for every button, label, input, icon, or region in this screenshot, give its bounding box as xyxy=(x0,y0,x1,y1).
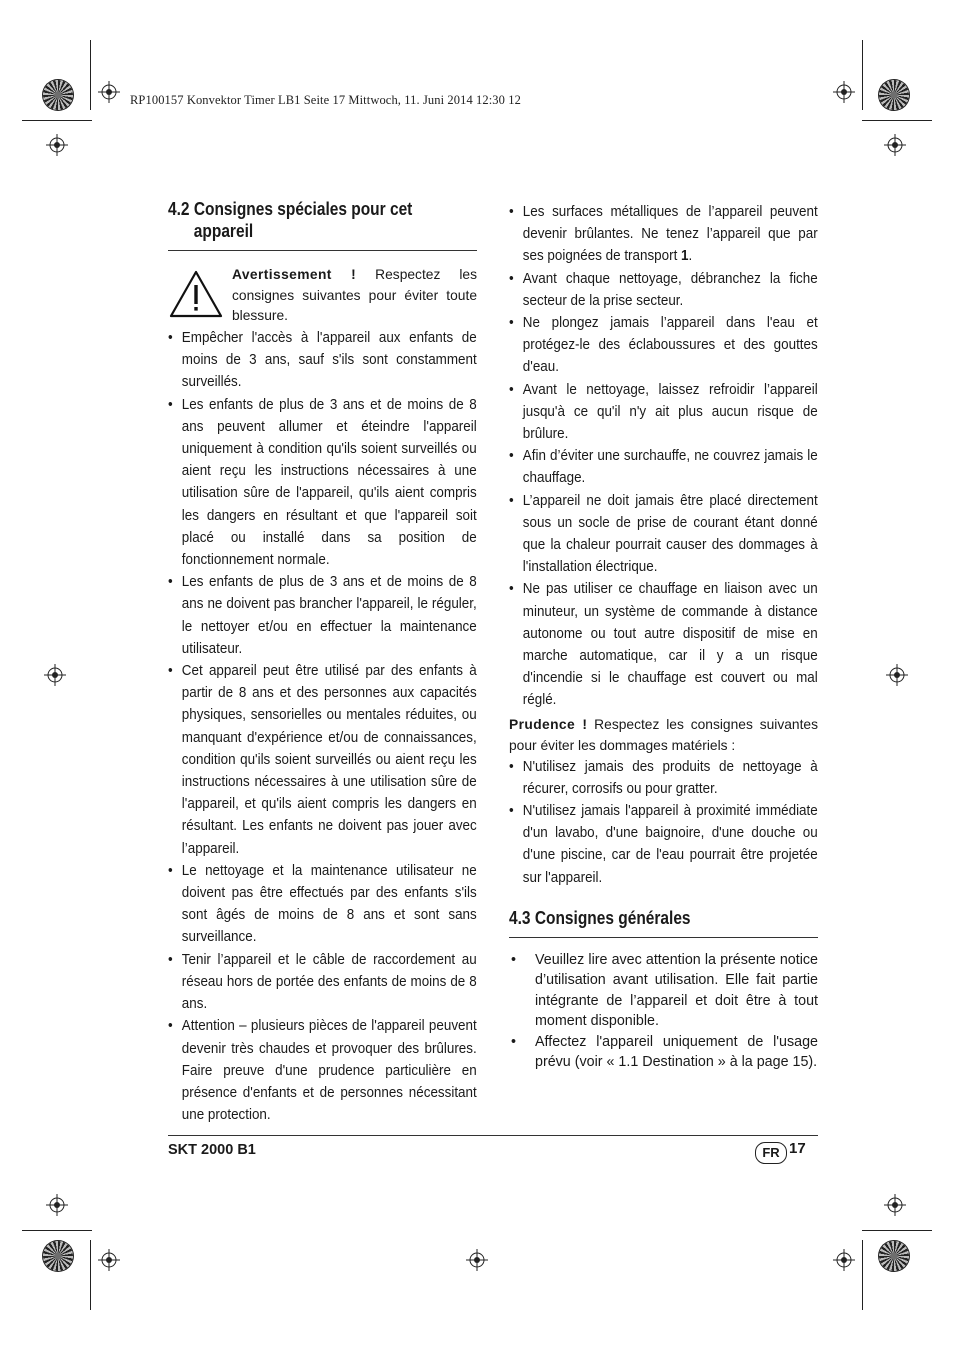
list-item: • Affectez l'appareil uniquement de l'usage prévu (voir « 1.1 Destination » à la page 15). xyxy=(509,1032,818,1073)
registration-mark-icon xyxy=(98,1249,120,1271)
print-header: RP100157 Konvektor Timer LB1 Seite 17 Mittwoch, 11. Juni 2014 12:30 12 xyxy=(130,93,521,107)
list-item: • Veuillez lire avec attention la présente notice d’utilisation avant utilisation. Elle fait partie intégrante de l’appareil et doit être à tout moment disponible. xyxy=(509,950,818,1032)
color-wheel-icon xyxy=(43,1241,73,1271)
right-column xyxy=(509,201,818,1073)
list-item: • Les surfaces métalliques de l’appareil peuvent devenir brûlantes. Ne tenez l’appareil que par ses poignées de transport 1. xyxy=(509,201,818,268)
section-heading-general: 4.3 Consignes générales xyxy=(509,907,691,928)
section-heading: 4.2 Consignes spéciales pour cet appareil xyxy=(168,199,413,241)
language-badge: FR xyxy=(755,1142,787,1164)
list-item: • Attention – plusieurs pièces de l'appareil peuvent devenir très chaudes et provoquer des brûlures. Faire preuve d'une prudence particulière en présence d'enfants et de personnes nécessitant une protection. xyxy=(168,1015,477,1126)
list-item: • Ne plongez jamais l’appareil dans l'eau et protégez-le des éclaboussures et des gouttes d'eau. xyxy=(509,312,818,379)
heading-rule xyxy=(168,250,477,251)
registration-mark-icon xyxy=(884,134,906,156)
warning-triangle-icon xyxy=(168,269,224,319)
registration-mark-icon xyxy=(833,1249,855,1271)
registration-mark-icon xyxy=(833,81,855,103)
registration-mark-icon xyxy=(466,1249,488,1271)
color-wheel-icon xyxy=(43,80,73,110)
color-wheel-icon xyxy=(879,1241,909,1271)
color-wheel-icon xyxy=(879,80,909,110)
registration-mark-icon xyxy=(46,1194,68,1216)
registration-mark-icon xyxy=(46,134,68,156)
list-item: • Les enfants de plus de 3 ans et de moins de 8 ans ne doivent pas brancher l'appareil, le réguler, le nettoyer et/ou en effectuer la maintenance utilisateur. xyxy=(168,571,477,660)
footer-rule xyxy=(168,1135,818,1136)
safety-list xyxy=(168,327,477,1126)
registration-mark-icon xyxy=(44,664,66,686)
heading-rule xyxy=(509,937,818,938)
caution-paragraph: Prudence ! Respectez les consignes suivantes pour éviter les dommages matériels : xyxy=(509,716,818,753)
list-item: • Afin d’éviter une surchauffe, ne couvrez jamais le chauffage. xyxy=(509,445,818,489)
list-item: • N'utilisez jamais des produits de nettoyage à récurer, corrosifs ou pour gratter. xyxy=(509,756,818,800)
registration-mark-icon xyxy=(886,664,908,686)
model-name: SKT 2000 B1 xyxy=(168,1142,256,1158)
list-item: • Avant chaque nettoyage, débranchez la fiche secteur de la prise secteur. xyxy=(509,268,818,312)
registration-mark-icon xyxy=(98,81,120,103)
list-item: • N'utilisez jamais l'appareil à proximité immédiate d'un lavabo, d'une baignoire, d'une douche ou d'une piscine, car de l'eau pourrait être projetée sur l'appareil. xyxy=(509,800,818,889)
list-item: • Empêcher l'accès à l'appareil aux enfants de moins de 3 ans, sauf s'ils sont constamment surveillés. xyxy=(168,327,477,394)
list-item: • Tenir l’appareil et le câble de raccordement au réseau hors de portée des enfants de moins de 8 ans. xyxy=(168,949,477,1016)
list-item: • Les enfants de plus de 3 ans et de moins de 8 ans peuvent allumer et éteindre l'appareil uniquement à condition qu'ils soient surveillés ou aient reçu les instructions nécessaires à une utilisation sûre de l'appareil, qu'ils aient compris les dangers en résultant et que l'appareil soit placé ou installé dans sa position de fonctionnement normale. xyxy=(168,394,477,572)
list-item: • Le nettoyage et la maintenance utilisateur ne doivent pas être effectués par des enfants s'ils sont âgés de moins de 8 ans et sont sans surveillance. xyxy=(168,860,477,949)
list-item: • L’appareil ne doit jamais être placé directement sous un socle de prise de courant étant donné que la chaleur pourrait causer des dommages à l'installation électrique. xyxy=(509,490,818,579)
list-item: • Ne pas utiliser ce chauffage en liaison avec un minuteur, un système de commande à distance autonome ou tout autre dispositif de mise en marche automatique, car il y a un risque d'incendie si le chauffage est couvert ou mal réglé. xyxy=(509,578,818,711)
page-number: 17 xyxy=(789,1140,806,1157)
list-item: • Cet appareil peut être utilisé par des enfants à partir de 8 ans et des personnes aux capacités physiques, sensorielles ou mentales réduites, ou manquant d'expérience et/ou de connaissances, condition qu'ils soient surveillés ou aient reçu les instructions nécessaires à une utilisation sûre de l'appareil, et qu'ils aient compris les dangers en résultant. Les enfants ne doivent pas jouer avec l’appareil. xyxy=(168,660,477,860)
general-list xyxy=(509,950,818,1073)
general-block xyxy=(509,950,818,1073)
warning-block xyxy=(168,265,477,327)
registration-mark-icon xyxy=(884,1194,906,1216)
list-item: • Avant le nettoyage, laissez refroidir l’appareil jusqu'à ce qu'il n'y ait plus aucun risque de brûlure. xyxy=(509,379,818,446)
warning-text: Avertissement ! Respectez les consignes suivantes pour éviter toute blessure. xyxy=(232,267,477,323)
caution-list xyxy=(509,756,818,889)
safety-list-continued xyxy=(509,201,818,712)
left-column xyxy=(168,198,477,1126)
